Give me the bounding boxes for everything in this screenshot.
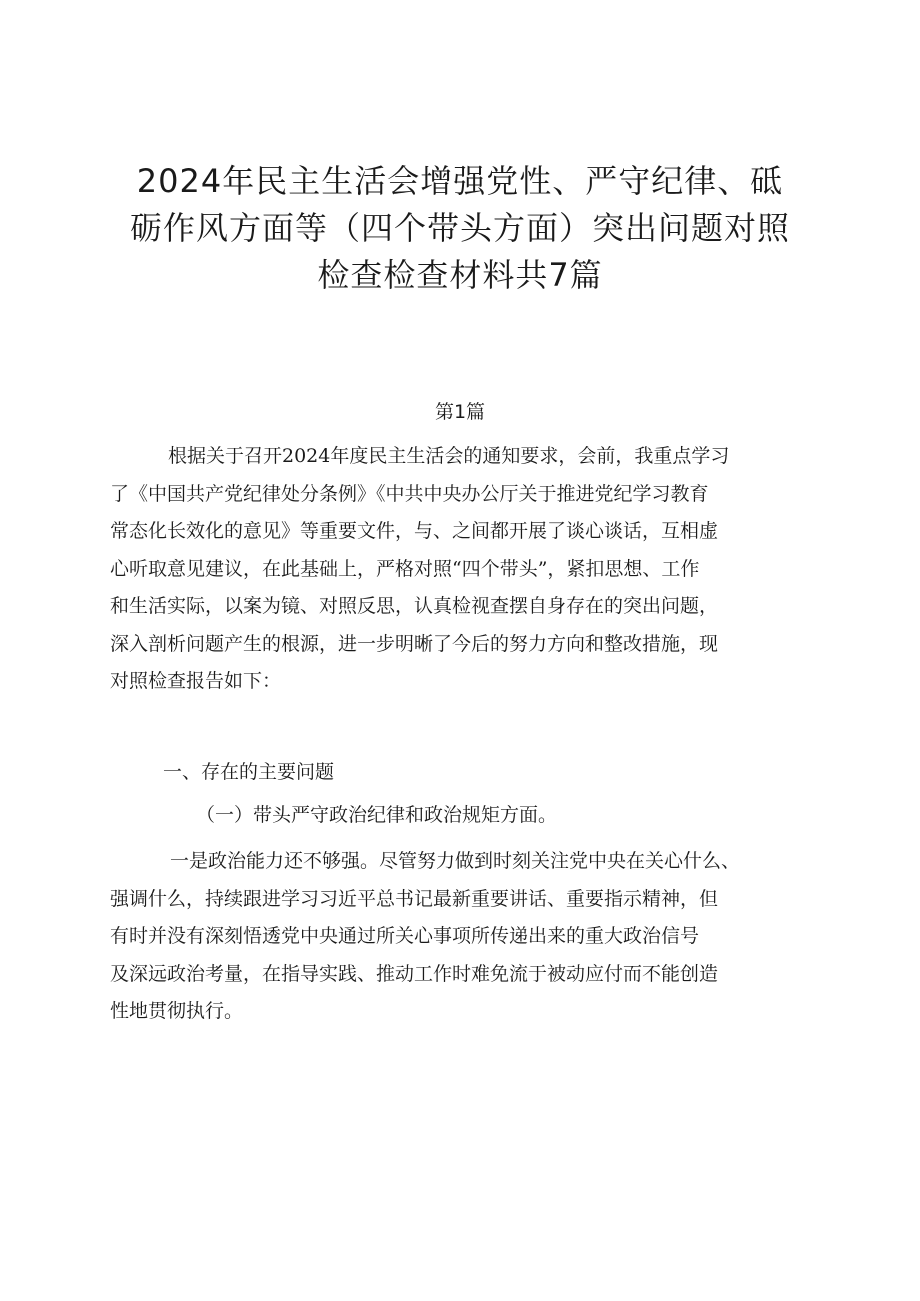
paragraph-line: 和生活实际，以案为镜、对照反思，认真检视查摆自身存在的突出问题， xyxy=(110,595,719,617)
paragraph-line: 深入剖析问题产生的根源，进一步明晰了今后的努力方向和整改措施，现 xyxy=(110,632,719,655)
paragraph-line: 强调什么，持续跟进学习习近平总书记最新重要讲话、重要指示精神，但 xyxy=(110,887,719,910)
paragraph-line: 了《中国共产党纪律处分条例》《中共中央办公厅关于推进党纪学习教育 xyxy=(110,482,709,505)
title-line: 2024年民主生活会增强党性、严守纪律、砥 xyxy=(136,162,784,200)
title-line: 砺作风方面等（四个带头方面）突出问题对照 xyxy=(129,209,790,247)
paragraph-line: 性地贯彻执行。 xyxy=(110,1000,244,1022)
paragraph-line: 对照检查报告如下： xyxy=(110,670,282,692)
section-heading: 一、存在的主要问题 xyxy=(163,761,335,783)
paragraph-line: 有时并没有深刻悟透党中央通过所关心事项所传递出来的重大政治信号 xyxy=(110,925,700,947)
paragraph-line: 心听取意见建议，在此基础上，严格对照“四个带头”，紧扣思想、工作 xyxy=(110,557,700,580)
paragraph-line: 根据关于召开2024年度民主生活会的通知要求，会前，我重点学习 xyxy=(168,445,730,467)
point-paragraph xyxy=(110,843,810,1031)
title-line: 检查检查材料共7篇 xyxy=(317,256,603,294)
subsection-heading: （一）带头严守政治纪律和政治规矩方面。 xyxy=(196,804,558,826)
paragraph-line: 常态化长效化的意见》等重要文件，与、之间都开展了谈心谈话，互相虚 xyxy=(110,520,719,542)
chapter-title: 第1篇 xyxy=(434,401,486,423)
paragraph-line: 及深远政治考量，在指导实践、推动工作时难免流于被动应付而不能创造 xyxy=(110,962,719,985)
document-title xyxy=(110,158,810,299)
paragraph-line: 一是政治能力还不够强。尽管努力做到时刻关注党中央在关心什么、 xyxy=(170,850,741,872)
intro-paragraph xyxy=(110,438,810,701)
